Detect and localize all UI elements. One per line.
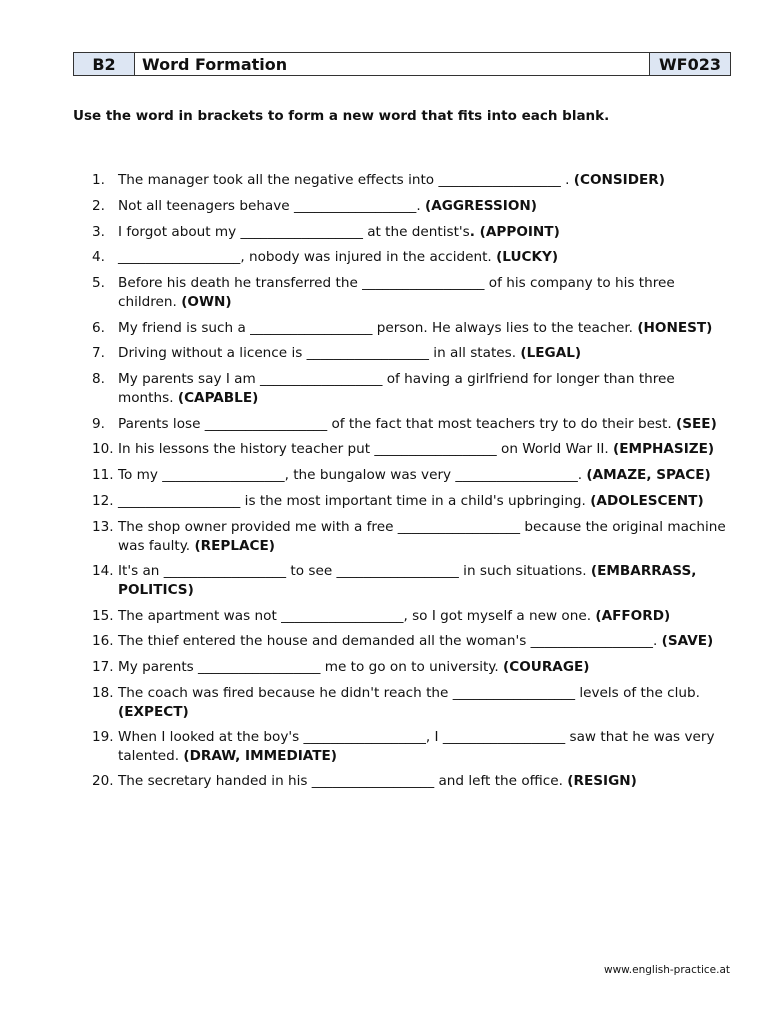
item-sentence: The manager took all the negative effects into __________________ . — [118, 172, 574, 188]
item-keyword: (OWN) — [181, 294, 232, 311]
item-sentence: Parents lose __________________ of the fact that most teachers try to do their best. — [118, 415, 676, 432]
exercise-item — [92, 772, 732, 791]
item-keyword: (AFFORD) — [595, 607, 671, 624]
item-sentence: The coach was fired because he didn't reach the __________________ levels of the club. — [118, 684, 700, 701]
item-sentence: __________________, nobody was injured in the accident. — [118, 249, 497, 266]
item-sentence: __________________ is the most important time in a child's upbringing. — [118, 492, 591, 509]
exercise-item — [92, 370, 732, 408]
exercise-item — [92, 248, 732, 267]
item-sentence: It's an __________________ to see __________________ in such situations. — [118, 563, 591, 580]
item-number: 2. — [92, 197, 105, 214]
exercise-item — [92, 607, 732, 626]
item-number: 12. — [92, 492, 114, 509]
exercise-item — [92, 319, 732, 338]
item-number: 15. — [92, 607, 114, 624]
item-keyword: (HONEST) — [637, 319, 713, 336]
exercise-item — [92, 223, 732, 242]
item-sentence: I forgot about my __________________ at the dentist's — [118, 223, 470, 240]
item-number: 11. — [92, 467, 114, 484]
item-number: 13. — [92, 518, 114, 535]
item-sentence: Not all teenagers behave __________________. — [118, 197, 425, 214]
item-keyword: (SAVE) — [661, 633, 714, 650]
item-sentence: My friend is such a __________________ person. He always lies to the teacher. — [118, 319, 638, 336]
item-number: 5. — [92, 275, 105, 292]
item-keyword: (AGGRESSION) — [424, 197, 537, 214]
item-keyword: (DRAW, IMMEDIATE) — [183, 747, 338, 764]
item-number: 7. — [92, 345, 105, 362]
item-number: 20. — [92, 773, 114, 790]
exercise-item — [92, 344, 732, 363]
item-sentence: My parents say I am __________________ of having a girlfriend for longer than three months. — [118, 371, 675, 407]
item-sentence: Driving without a licence is __________________ in all states. — [118, 345, 521, 362]
item-keyword: (COURAGE) — [503, 658, 590, 675]
item-number: 14. — [92, 563, 114, 580]
item-number: 6. — [92, 319, 105, 336]
exercise-item — [92, 466, 732, 485]
exercise-item — [92, 274, 732, 312]
exercise-item — [92, 440, 732, 459]
item-keyword: (ADOLESCENT) — [590, 492, 704, 509]
level-cell: B2 — [74, 53, 135, 75]
item-sentence: The secretary handed in his __________________ and left the office. — [118, 773, 568, 790]
exercise-list — [92, 171, 732, 798]
item-keyword: (REPLACE) — [194, 537, 276, 554]
item-keyword: (LUCKY) — [496, 249, 559, 266]
item-sentence: In his lessons the history teacher put __________________ on World War II. — [118, 441, 614, 458]
item-number: 19. — [92, 728, 114, 745]
instruction-text: Use the word in brackets to form a new word that fits into each blank. — [73, 108, 610, 124]
item-sentence: The thief entered the house and demanded all the woman's __________________. — [118, 633, 662, 650]
item-number: 3. — [92, 223, 105, 240]
item-number: 9. — [92, 415, 105, 432]
item-sentence: When I looked at the boy's __________________, I __________________ saw that he was very talented. — [118, 728, 715, 764]
exercise-item — [92, 492, 732, 511]
item-sentence: To my __________________, the bungalow was very __________________. — [118, 467, 587, 484]
item-number: 8. — [92, 371, 105, 388]
exercise-item — [92, 632, 732, 651]
exercise-item — [92, 197, 732, 216]
worksheet-title: Word Formation — [135, 53, 650, 75]
item-sentence: The apartment was not __________________, so I got myself a new one. — [118, 607, 596, 624]
item-number: 1. — [92, 172, 105, 188]
exercise-item — [92, 562, 732, 600]
exercise-item — [92, 518, 732, 556]
item-number: 18. — [92, 684, 114, 701]
item-keyword: (CONSIDER) — [573, 172, 665, 188]
item-keyword: (SEE) — [676, 415, 717, 432]
item-keyword: (AMAZE, SPACE) — [586, 467, 711, 484]
item-sentence: Before his death he transferred the __________________ of his company to his three children. — [118, 275, 675, 311]
item-number: 10. — [92, 441, 114, 458]
exercise-item — [92, 415, 732, 434]
item-number: 17. — [92, 658, 114, 675]
item-keyword: (CAPABLE) — [177, 390, 259, 407]
exercise-item — [92, 684, 732, 722]
footer-url: www.english-practice.at — [603, 964, 730, 976]
item-keyword: . (APPOINT) — [469, 223, 560, 240]
item-number: 4. — [92, 249, 105, 266]
worksheet-code: WF023 — [650, 53, 730, 75]
exercise-item — [92, 728, 732, 766]
exercise-item — [92, 171, 732, 190]
worksheet-header — [73, 52, 731, 76]
item-keyword: (EMPHASIZE) — [613, 441, 715, 458]
item-keyword: (EXPECT) — [118, 703, 189, 720]
item-keyword: (EMBARRASS, POLITICS) — [118, 563, 697, 599]
exercise-item — [92, 658, 732, 677]
item-sentence: The shop owner provided me with a free __________________ because the original machine was faulty. — [118, 518, 726, 554]
item-number: 16. — [92, 633, 114, 650]
item-keyword: (RESIGN) — [567, 773, 637, 790]
item-keyword: (LEGAL) — [520, 345, 582, 362]
item-sentence: My parents __________________ me to go on to university. — [118, 658, 504, 675]
